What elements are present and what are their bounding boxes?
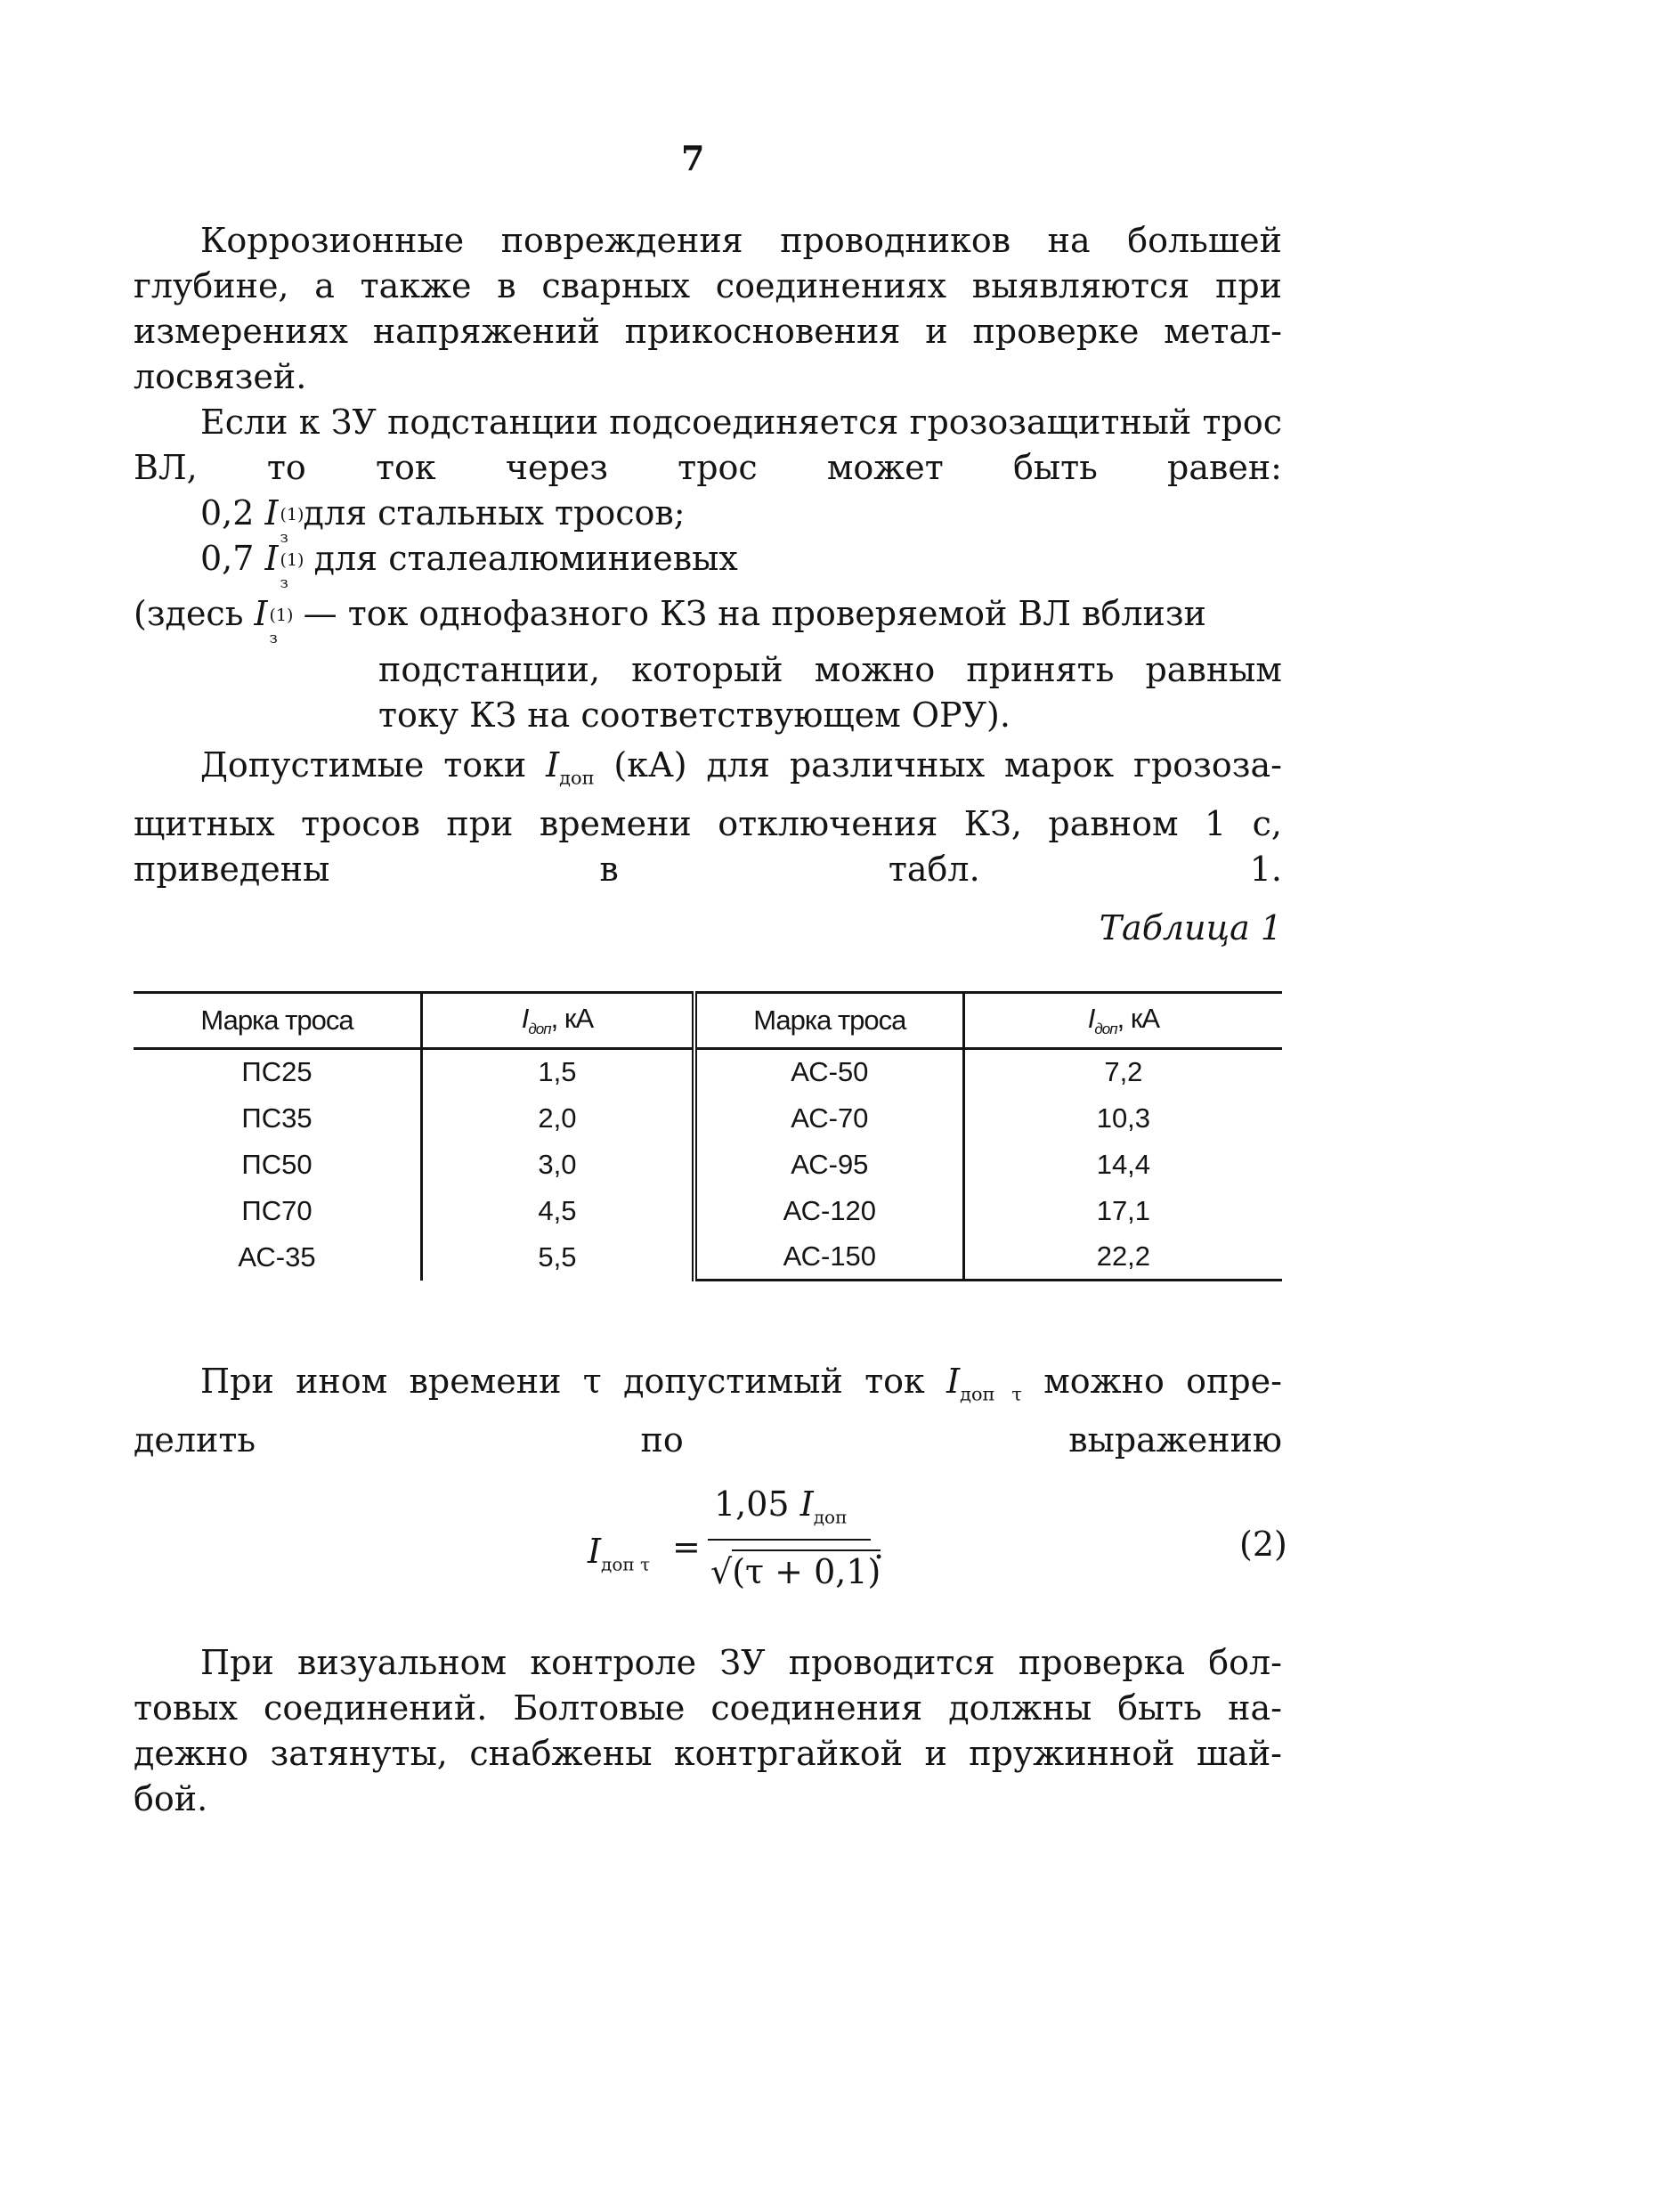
text-line: Допустимые токи $I_{доп}$ (кА) для различных марок грозоза- — [200, 745, 1282, 789]
cell-current: 2,0 — [422, 1095, 694, 1142]
header-current: $I_{доп}$, кА — [422, 993, 694, 1049]
formula-period: . — [873, 1527, 885, 1566]
rope-current-table — [134, 991, 1282, 1281]
cell-mark: АС-95 — [694, 1142, 963, 1188]
current-symbol: I (1) з — [264, 493, 304, 547]
text-line: щитных тросов при времени отключения КЗ, равном 1 с, — [134, 803, 1282, 843]
text-line: Коррозионные повреждения проводников на большей — [200, 221, 1282, 260]
formula-equals: = — [672, 1527, 701, 1566]
fraction-bar — [708, 1539, 871, 1541]
header-current: $I_{доп}$, кА — [963, 993, 1282, 1049]
list-text: для сталеалюминиевых — [313, 539, 738, 578]
list-text: для стальных тросов; — [303, 493, 686, 533]
text-line: При визуальном контроле ЗУ проводится проверка бол- — [200, 1643, 1282, 1682]
cell-mark: ПС70 — [134, 1188, 422, 1234]
table-row — [134, 1142, 1282, 1188]
text-line: глубине, а также в сварных соединениях выявляются при — [134, 266, 1282, 305]
text-line: При ином времени τ допустимый ток $I_{доп \tau}$ можно опре- — [200, 1362, 1282, 1405]
table-caption: Таблица 1 — [1099, 908, 1282, 947]
list-coef: 0,2 — [200, 493, 255, 533]
cell-current: 1,5 — [422, 1049, 694, 1095]
formula-2 — [579, 1483, 1202, 1607]
cell-mark: ПС35 — [134, 1095, 422, 1142]
table-row — [134, 1095, 1282, 1142]
note-line: току КЗ на соответствующем ОРУ). — [378, 695, 1010, 735]
text-line: товых соединений. Болтовые соединения должны быть на- — [134, 1688, 1282, 1728]
note-block — [134, 591, 1282, 738]
table-row — [134, 1049, 1282, 1095]
cell-mark: АС-120 — [694, 1188, 963, 1234]
formula-denominator: √(τ + 0,1) — [710, 1552, 881, 1591]
text-line: ВЛ, то ток через трос может быть равен: — [134, 448, 1282, 487]
cell-current: 4,5 — [422, 1188, 694, 1234]
text-line: дежно затянуты, снабжены контргайкой и пружинной шай- — [134, 1734, 1282, 1773]
cell-current: 17,1 — [1096, 1194, 1151, 1226]
list-coef: 0,7 — [200, 539, 255, 578]
paragraph-other-time — [134, 1359, 1282, 1463]
table-header-row — [134, 993, 1282, 1049]
cell-mark: АС-70 — [694, 1095, 963, 1142]
cell-current: 22,2 — [963, 1234, 1282, 1281]
formula-lhs: $I_{доп \tau}$ — [588, 1532, 651, 1575]
note-line: (здесь I (1) з — ток однофазного КЗ на проверяемой ВЛ вблизи — [134, 594, 1206, 647]
cell-current: 10,3 — [1096, 1102, 1151, 1134]
cell-current: 14,4 — [1096, 1148, 1151, 1180]
text-line: лосвязей. — [134, 357, 307, 396]
list-item — [134, 491, 1282, 547]
text-line: приведены в табл. 1. — [134, 849, 1282, 889]
text-line: измерениях напряжений прикосновения и проверке метал- — [134, 312, 1282, 351]
cell-mark: АС-50 — [694, 1049, 963, 1095]
text-line: делить по выражению — [134, 1419, 1282, 1460]
note-line: подстанции, который можно принять равным — [378, 650, 1282, 689]
current-symbol: I (1) з — [254, 594, 294, 647]
coefficient-list — [134, 491, 1282, 592]
cell-current: 5,5 — [422, 1234, 694, 1281]
formula-number: (2) — [1239, 1525, 1287, 1564]
header-mark: Марка троса — [134, 993, 422, 1049]
cell-mark: ПС25 — [134, 1049, 422, 1095]
paragraph-allowed-currents — [134, 743, 1282, 892]
cell-mark: АС-35 — [134, 1234, 422, 1281]
page-number: 7 — [681, 138, 705, 178]
paragraph-visual-control — [134, 1640, 1282, 1822]
cell-current: 7,2 — [1104, 1056, 1143, 1088]
formula-numerator: 1,05 $I_{доп}$ — [714, 1484, 848, 1528]
table-row — [134, 1188, 1282, 1234]
text-line: Если к ЗУ подстанции подсоединяется грозозащитный трос — [200, 403, 1282, 442]
cell-mark: АС-150 — [694, 1234, 963, 1281]
cell-mark: ПС50 — [134, 1142, 422, 1188]
paragraph-ground-wire — [134, 400, 1282, 491]
table-row — [134, 1234, 1282, 1281]
paragraph-corrosion — [134, 218, 1282, 400]
header-mark: Марка троса — [694, 993, 963, 1049]
cell-current: 3,0 — [422, 1142, 694, 1188]
text-line: бой. — [134, 1779, 208, 1818]
list-item — [134, 536, 1282, 592]
current-symbol: I (1) з — [264, 539, 304, 592]
